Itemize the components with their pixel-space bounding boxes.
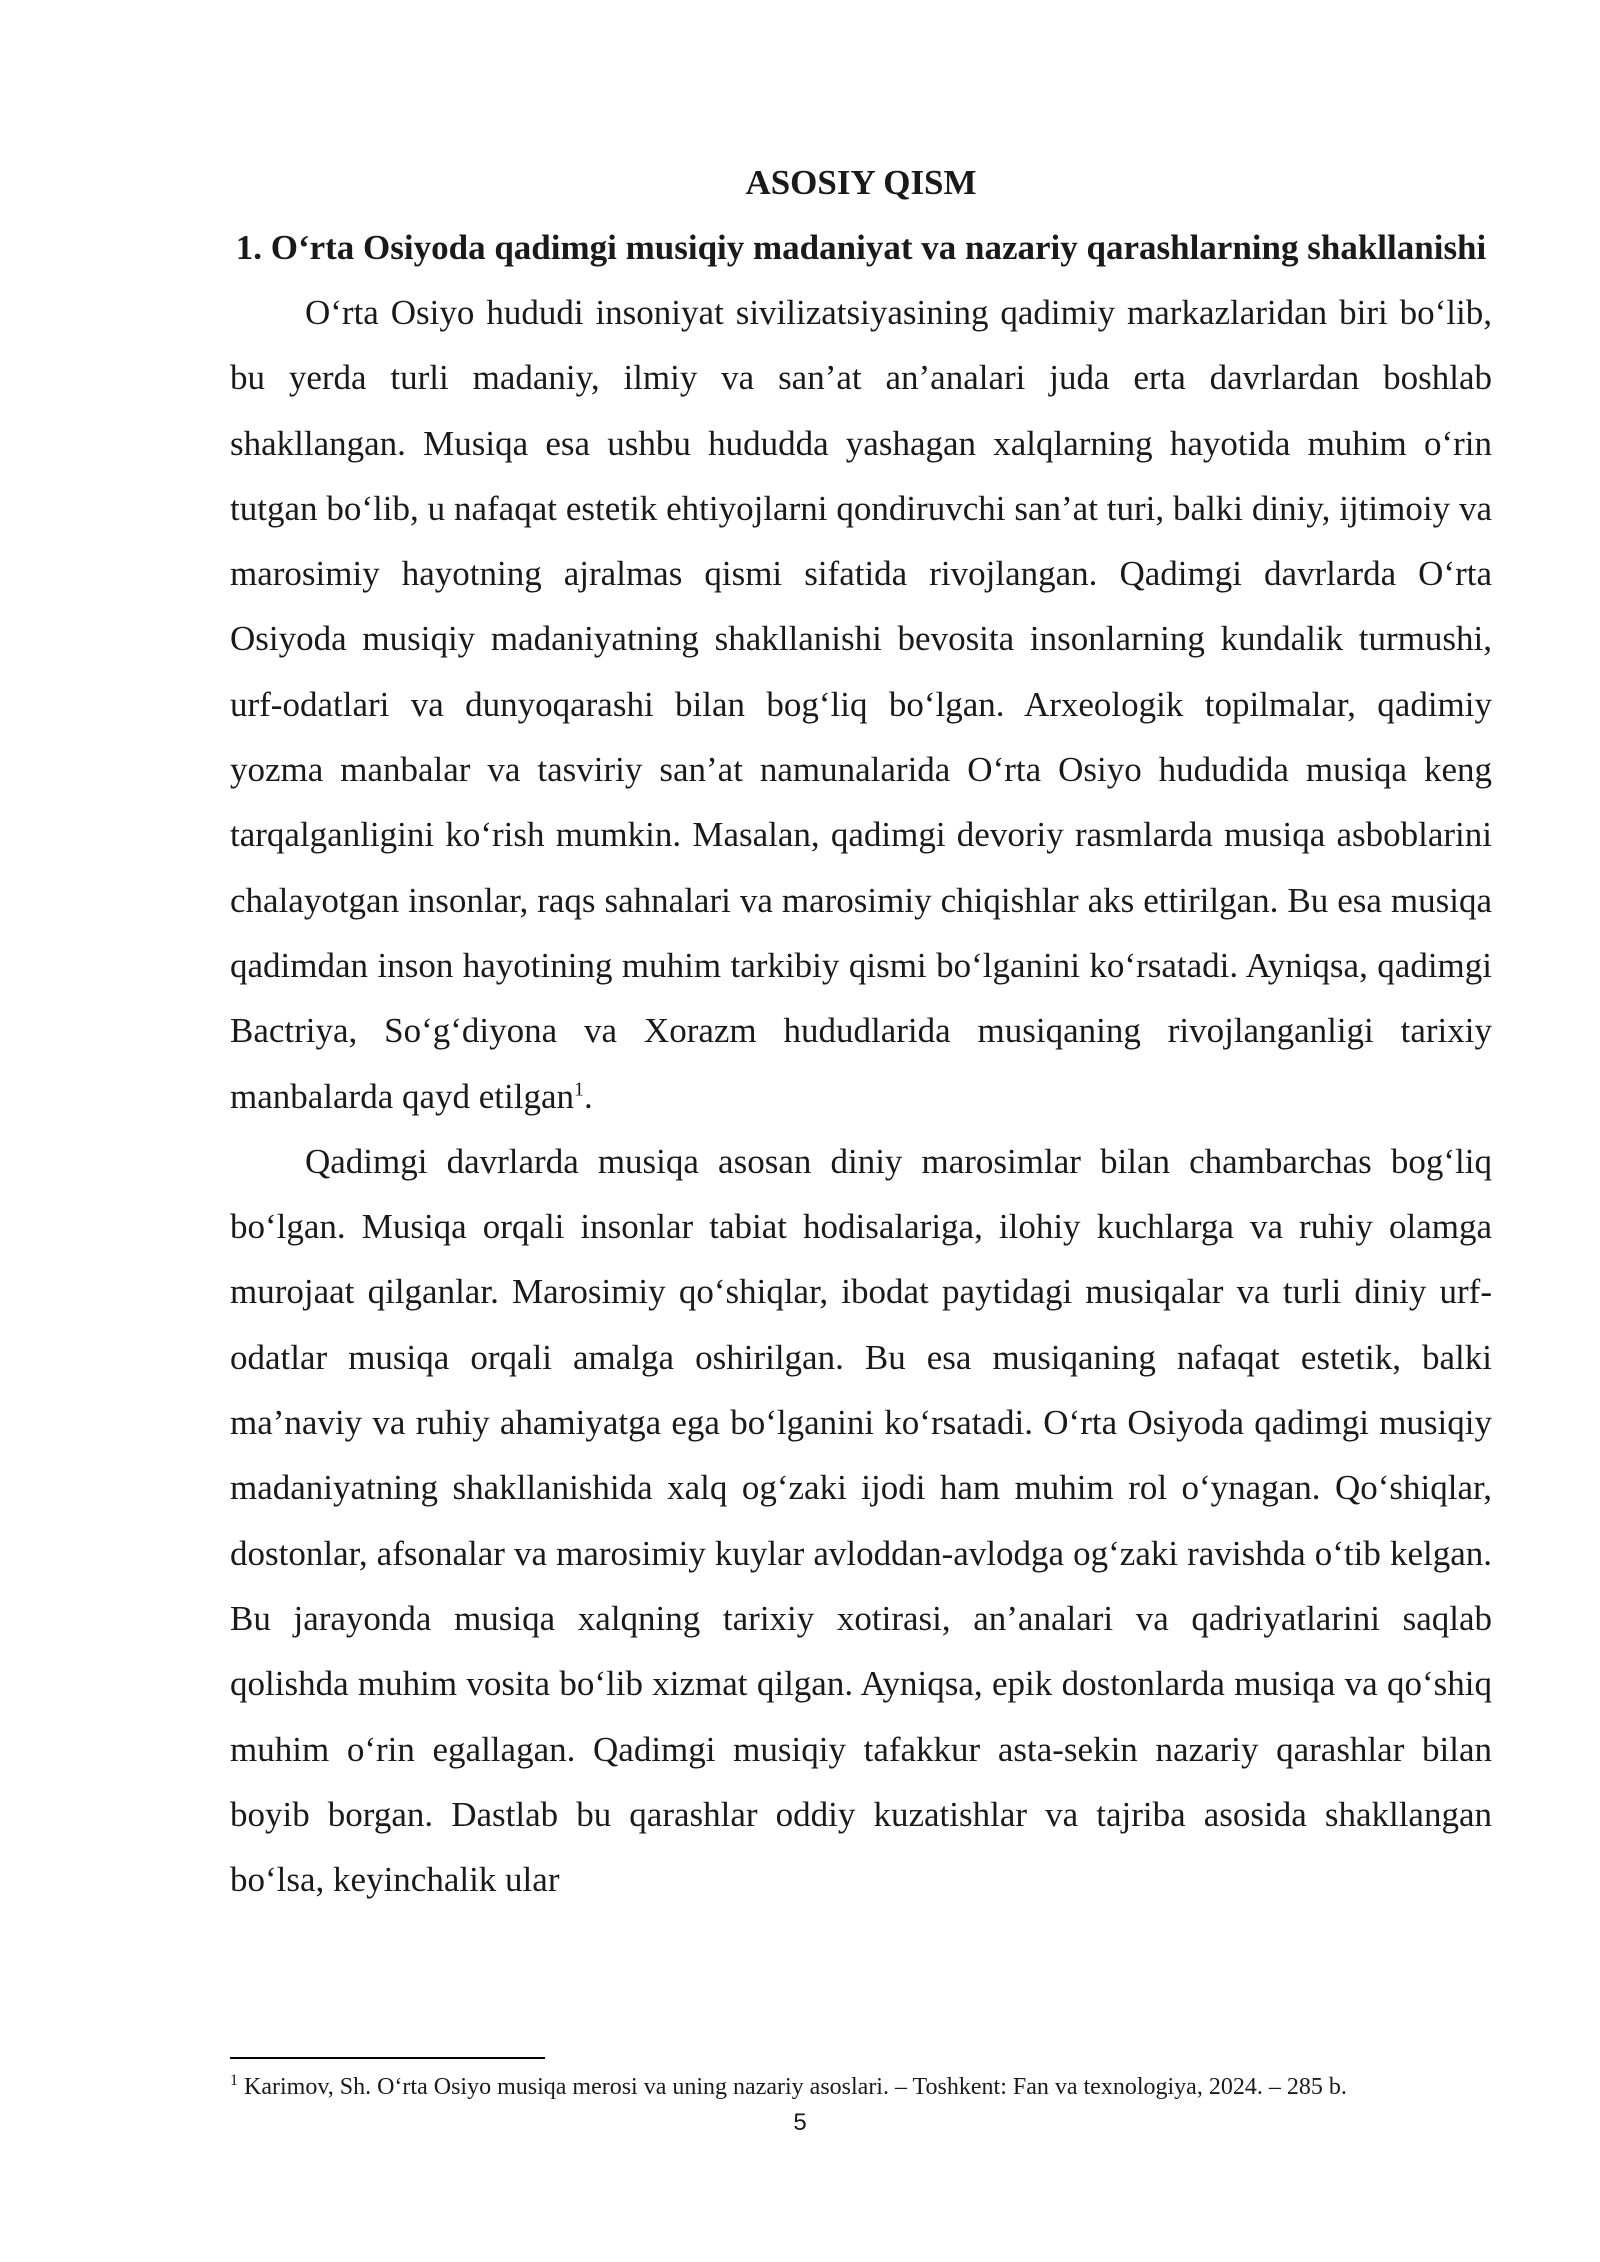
page-number: 5 [793,2109,807,2136]
paragraph-2-text: Qadimgi davrlarda musiqa asosan diniy marosimlar bilan chambarchas bog‘liq bo‘lgan. Musiqa orqali insonlar tabiat hodisalariga, ilohiy kuchlarga va ruhiy olamga murojaat qilganlar. Marosimiy qo‘shiqlar, ibodat paytidagi musiqalar va turli diniy urf-odatlar musiqa orqali amalga oshirilgan. Bu esa musiqaning nafaqat estetik, balki ma’naviy va ruhiy ahamiyatga ega bo‘lganini ko‘rsatadi. O‘rta Osiyoda qadimgi musiqiy madaniyatning shakllanishida xalq og‘zaki ijodi ham muhim rol o‘ynagan. Qo‘shiqlar, dostonlar, afsonalar va marosimiy kuylar avloddan-avlodga og‘zaki ravishda o‘tib kelgan. Bu jarayonda musiqa xalqning tarixiy xotirasi, an’analari va qadriyatlarini saqlab qolishda muhim vosita bo‘lib xizmat qilgan. Ayniqsa, epik dostonlarda musiqa va qo‘shiq muhim o‘rin egallagan. Qadimgi musiqiy tafakkur asta-sekin nazariy qarashlar bilan boyib borgan. Dastlab bu qarashlar oddiy kuzatishlar va tajriba asosida shakllangan bo‘lsa, keyinchalik ular [230,1141,1492,1900]
footnote-number: 1 [230,2072,238,2089]
paragraph-1-tail: . [584,1076,593,1116]
footnote-text: Karimov, Sh. O‘rta Osiyo musiqa merosi va uning nazariy asoslari. – Toshkent: Fan va texnologiya, 2024. – 285 b. [238,2074,1347,2100]
footnote [230,2072,1492,2102]
paragraph-2 [230,1129,1492,1913]
footnote-reference[interactable]: 1 [574,1077,585,1100]
footnote-separator [230,2057,545,2059]
main-heading: ASOSIY QISM [745,163,977,202]
section-heading: 1. O‘rta Osiyoda qadimgi musiqiy madaniyat va nazariy qarashlarning shakllanishi [235,228,1487,267]
paragraph-1 [230,280,1492,1129]
page-content [230,150,1492,1912]
paragraph-1-text: O‘rta Osiyo hududi insoniyat sivilizatsiyasining qadimiy markazlaridan biri bo‘lib, bu yerda turli madaniy, ilmiy va san’at an’analari juda erta davrlardan boshlab shakllangan. Musiqa esa ushbu hududda yashagan xalqlarning hayotida muhim o‘rin tutgan bo‘lib, u nafaqat estetik ehtiyojlarni qondiruvchi san’at turi, balki diniy, ijtimoiy va marosimiy hayotning ajralmas qismi sifatida rivojlangan. Qadimgi davrlarda O‘rta Osiyoda musiqiy madaniyatning shakllanishi bevosita insonlarning kundalik turmushi, urf-odatlari va dunyoqarashi bilan bog‘liq bo‘lgan. Arxeologik topilmalar, qadimiy yozma manbalar va tasviriy san’at namunalarida O‘rta Osiyo hududida musiqa keng tarqalganligini ko‘rish mumkin. Masalan, qadimgi devoriy rasmlarda musiqa asboblarini chalayotgan insonlar, raqs sahnalari va marosimiy chiqishlar aks ettirilgan. Bu esa musiqa qadimdan inson hayotining muhim tarkibiy qismi bo‘lganini ko‘rsatadi. Ayniqsa, qadimgi Bactriya, So‘g‘diyona va Xorazm hududlarida musiqaning rivojlanganligi tarixiy manbalarda qayd etilgan [230,293,1492,1116]
